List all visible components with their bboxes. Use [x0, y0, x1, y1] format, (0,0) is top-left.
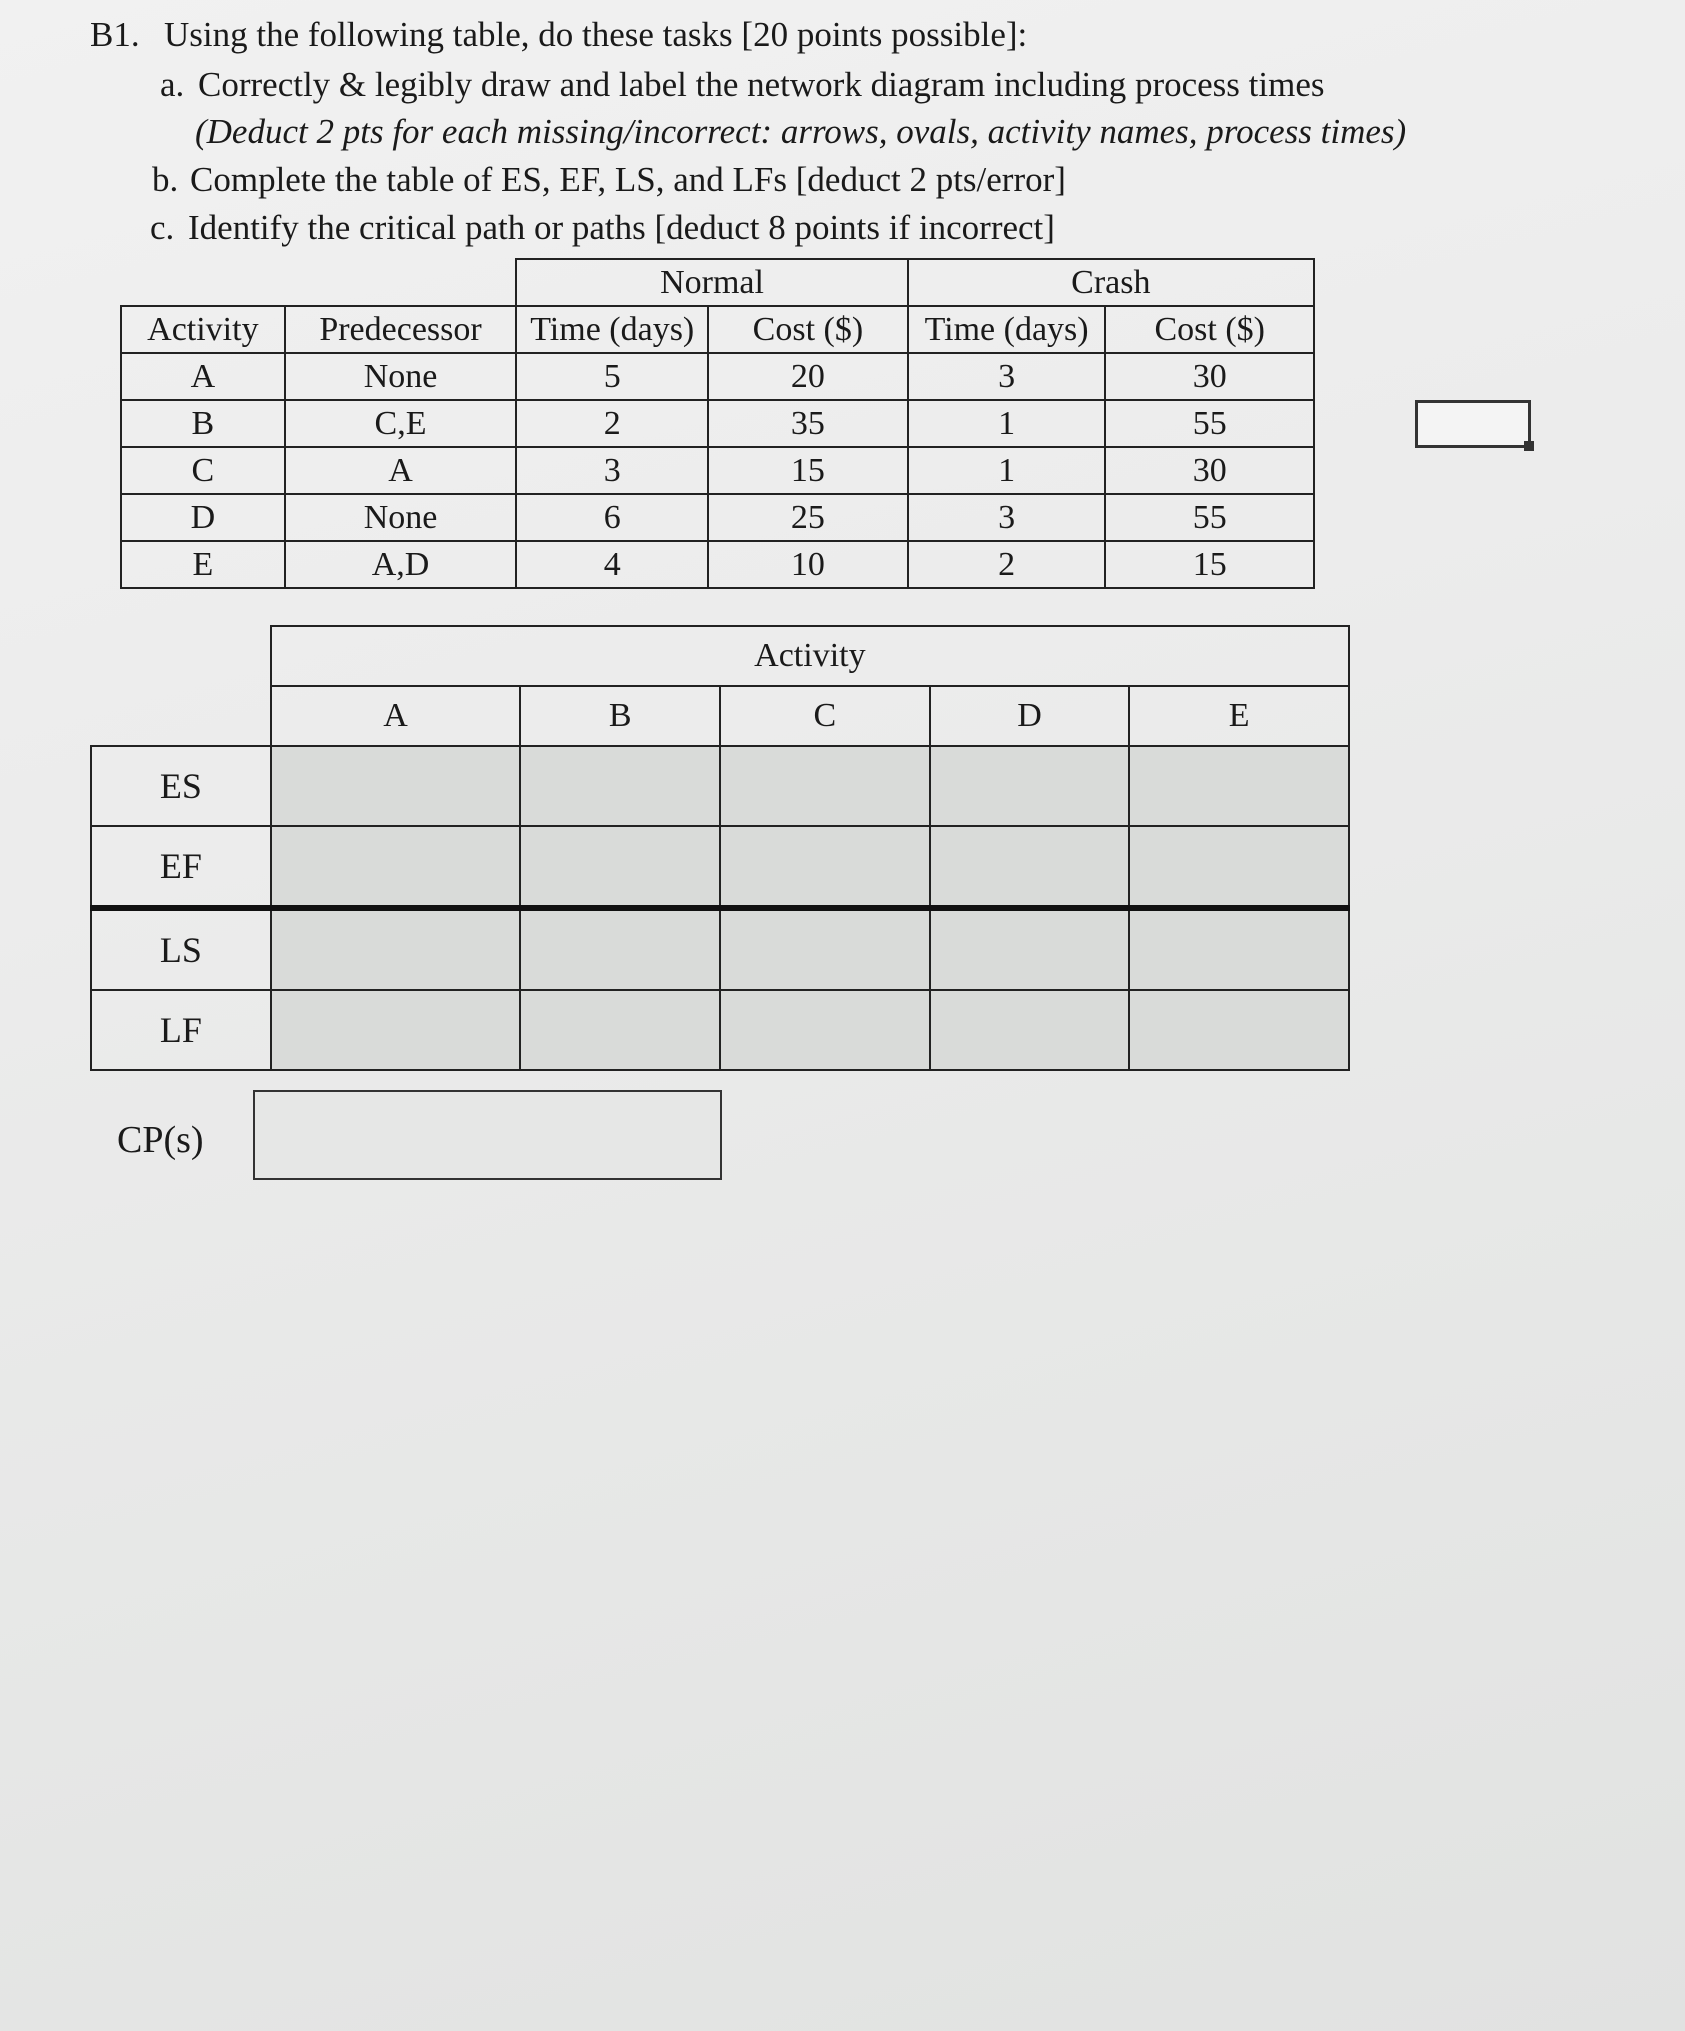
group-header-row: [121, 259, 1314, 306]
activity-group-header-row: [91, 626, 1349, 686]
cell: 5: [516, 353, 708, 400]
ef-cell-e[interactable]: [1129, 826, 1349, 908]
lf-cell-e[interactable]: [1129, 990, 1349, 1070]
cell: 25: [708, 494, 908, 541]
question-number: B1.: [90, 15, 140, 54]
lf-cell-a[interactable]: [271, 990, 521, 1070]
col-crash-cost: Cost ($): [1105, 306, 1314, 353]
es-cell-c[interactable]: [720, 746, 930, 826]
cell: 6: [516, 494, 708, 541]
es-cell-e[interactable]: [1129, 746, 1349, 826]
cell: 2: [516, 400, 708, 447]
cell: 1: [908, 400, 1106, 447]
col-crash-time: Time (days): [908, 306, 1106, 353]
cell: 10: [708, 541, 908, 588]
crash-group-header: Crash: [908, 259, 1314, 306]
normal-group-header: Normal: [516, 259, 907, 306]
cell: 2: [908, 541, 1106, 588]
critical-path-answer-box[interactable]: [253, 1090, 722, 1180]
activity-col-c: C: [720, 686, 930, 746]
row-label-es: ES: [91, 746, 271, 826]
cell: A: [285, 447, 517, 494]
cell: C,E: [285, 400, 517, 447]
row-label-ef: EF: [91, 826, 271, 908]
activity-col-e: E: [1129, 686, 1349, 746]
task-a: [160, 60, 1325, 110]
ls-cell-c[interactable]: [720, 908, 930, 990]
cell: 30: [1105, 353, 1314, 400]
col-activity: Activity: [121, 306, 285, 353]
es-cell-a[interactable]: [271, 746, 521, 826]
task-b-label: b.: [152, 160, 179, 199]
cell: 20: [708, 353, 908, 400]
row-label-lf: LF: [91, 990, 271, 1070]
cell: 1: [908, 447, 1106, 494]
task-a-label: a.: [160, 65, 185, 104]
task-c-label: c.: [150, 208, 175, 247]
activity-header-row: [91, 686, 1349, 746]
ef-cell-b[interactable]: [520, 826, 720, 908]
activity-group-header: Activity: [271, 626, 1349, 686]
ls-row: [91, 908, 1349, 990]
ls-cell-d[interactable]: [930, 908, 1130, 990]
cell: 55: [1105, 400, 1314, 447]
column-header-row: [121, 306, 1314, 353]
cell: 3: [516, 447, 708, 494]
task-b-text: Complete the table of ES, EF, LS, and LFs [deduct 2 pts/error]: [190, 160, 1066, 199]
schedule-table: [90, 625, 1350, 1071]
activity-col-b: B: [520, 686, 720, 746]
ls-cell-a[interactable]: [271, 908, 521, 990]
task-b: [152, 155, 1066, 205]
corner-mark: [1524, 441, 1534, 451]
activity-col-a: A: [271, 686, 521, 746]
es-cell-d[interactable]: [930, 746, 1130, 826]
col-normal-cost: Cost ($): [708, 306, 908, 353]
table-row: [121, 353, 1314, 400]
table-row: [121, 400, 1314, 447]
es-row: [91, 746, 1349, 826]
activity-col-d: D: [930, 686, 1130, 746]
task-a-text: Correctly & legibly draw and label the network diagram including process times: [198, 65, 1325, 104]
table-row: [121, 494, 1314, 541]
task-a-deduction-note: (Deduct 2 pts for each missing/incorrect: arrows, ovals, activity names, process times): [195, 112, 1407, 151]
ef-cell-c[interactable]: [720, 826, 930, 908]
ef-row: [91, 826, 1349, 908]
question-title: [90, 10, 1027, 60]
cell: A,D: [285, 541, 517, 588]
cell: 15: [1105, 541, 1314, 588]
task-c-text: Identify the critical path or paths [deduct 8 points if incorrect]: [188, 208, 1055, 247]
cell: None: [285, 353, 517, 400]
cell: 30: [1105, 447, 1314, 494]
lf-cell-c[interactable]: [720, 990, 930, 1070]
ls-cell-e[interactable]: [1129, 908, 1349, 990]
cell: 15: [708, 447, 908, 494]
ef-cell-a[interactable]: [271, 826, 521, 908]
cell: C: [121, 447, 285, 494]
lf-cell-d[interactable]: [930, 990, 1130, 1070]
cell: B: [121, 400, 285, 447]
cell: 4: [516, 541, 708, 588]
cell: D: [121, 494, 285, 541]
ef-cell-d[interactable]: [930, 826, 1130, 908]
lf-cell-b[interactable]: [520, 990, 720, 1070]
col-predecessor: Predecessor: [285, 306, 517, 353]
task-c: [150, 203, 1055, 253]
es-cell-b[interactable]: [520, 746, 720, 826]
cell: A: [121, 353, 285, 400]
cell: 3: [908, 353, 1106, 400]
answer-box-small[interactable]: [1415, 400, 1531, 448]
cell: 35: [708, 400, 908, 447]
row-label-ls: LS: [91, 908, 271, 990]
ls-cell-b[interactable]: [520, 908, 720, 990]
cell: E: [121, 541, 285, 588]
activity-table: [120, 258, 1315, 589]
cell: 3: [908, 494, 1106, 541]
table-row: [121, 447, 1314, 494]
question-text: Using the following table, do these tasks [20 points possible]:: [164, 15, 1028, 54]
table-row: [121, 541, 1314, 588]
cell: 55: [1105, 494, 1314, 541]
cell: None: [285, 494, 517, 541]
lf-row: [91, 990, 1349, 1070]
critical-path-label: CP(s): [117, 1119, 204, 1161]
col-normal-time: Time (days): [516, 306, 708, 353]
